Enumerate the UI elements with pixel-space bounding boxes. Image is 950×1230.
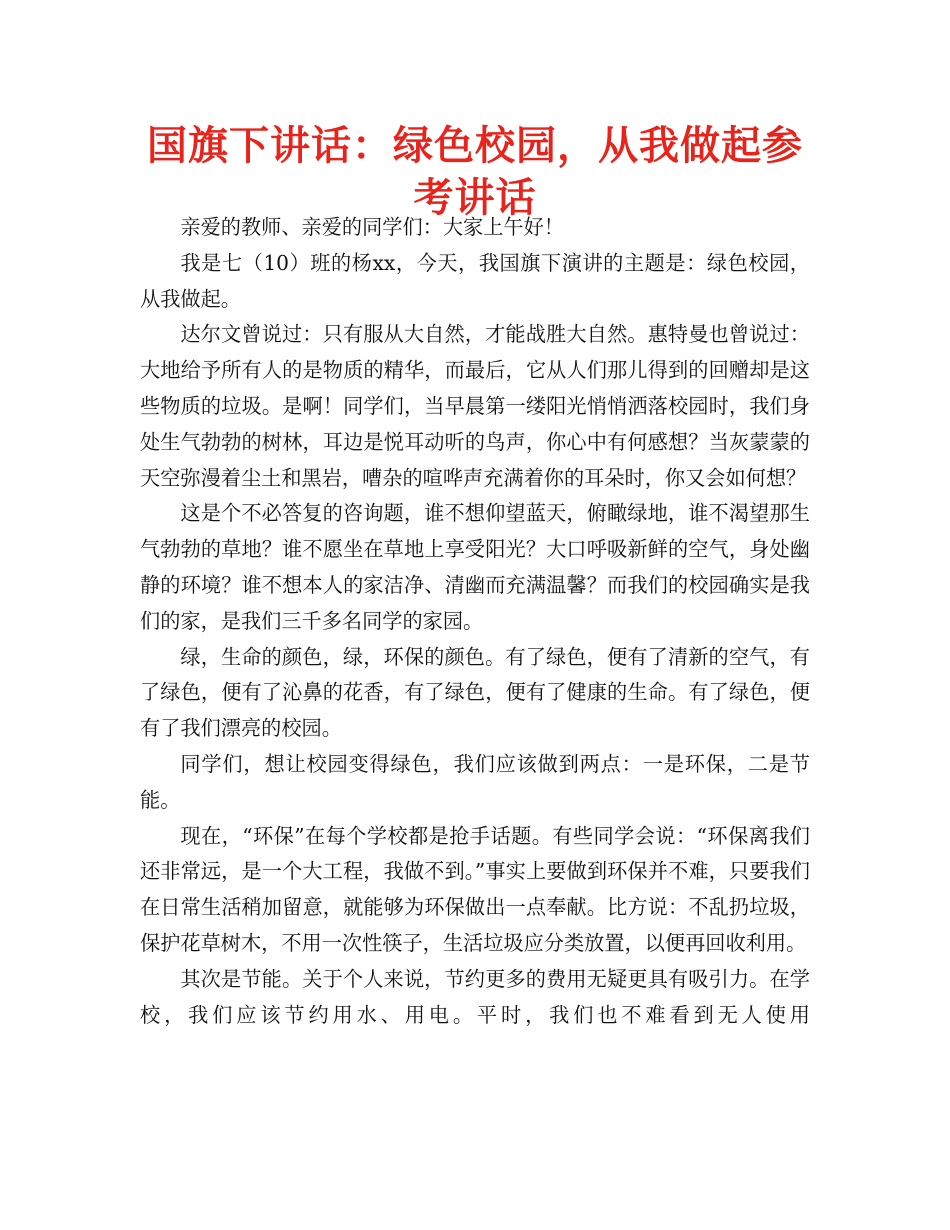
- paragraph-quotes: 达尔文曾说过：只有服从大自然，才能战胜大自然。惠特曼也曾说过：大地给予所有人的是物质的精华，而最后，它从人们那儿得到的回赠却是这些物质的垃圾。是啊！同学们，当早晨第一缕阳光悄悄洒落校园时，我们身处生气勃勃的树林，耳边是悦耳动听的鸟声，你心中有何感想？当灰蒙蒙的天空弥漫着尘土和黑岩，嘈杂的喧哗声充满着你的耳朵时，你又会如何想？: [140, 322, 810, 490]
- paragraph-two-points: 同学们，想让校园变得绿色，我们应该做到两点：一是环保，二是节能。: [140, 751, 810, 812]
- paragraph-questions: 这是个不必答复的咨询题，谁不想仰望蓝天，俯瞰绿地，谁不渴望那生气勃勃的草地？谁不愿坐在草地上享受阳光？大口呼吸新鲜的空气，身处幽静的环境？谁不想本人的家洁净、清幽而充满温馨？而我们的校园确实是我们的家，是我们三千多名同学的家园。: [140, 501, 810, 633]
- paragraph-green: 绿，生命的颜色，绿，环保的颜色。有了绿色，便有了清新的空气，有了绿色，便有了沁鼻的花香，有了绿色，便有了健康的生命。有了绿色，便有了我们漂亮的校园。: [140, 644, 810, 741]
- paragraph-energy-saving: 其次是节能。关于个人来说，节约更多的费用无疑更具有吸引力。在学校，我们应该节约用水、用电。平时，我们也不难看到无人使用: [140, 966, 810, 1027]
- paragraph-environment: 现在，“环保”在每个学校都是抢手话题。有些同学会说：“环保离我们还非常远，是一个大工程，我做不到。”事实上要做到环保并不难，只要我们在日常生活稍加留意，就能够为环保做出一点奉献。比方说：不乱扔垃圾，保护花草树木，不用一次性筷子，生活垃圾应分类放置，以便再回收利用。: [140, 823, 810, 955]
- document-title: 国旗下讲话：绿色校园，从我做起参考讲话: [147, 123, 803, 221]
- document-body: [140, 210, 810, 1033]
- paragraph-introduction: 我是七（10）班的杨xx，今天，我国旗下演讲的主题是：绿色校园，从我做起。: [140, 250, 810, 311]
- paragraph-greeting: 亲爱的教师、亲爱的同学们：大家上午好！: [180, 215, 564, 239]
